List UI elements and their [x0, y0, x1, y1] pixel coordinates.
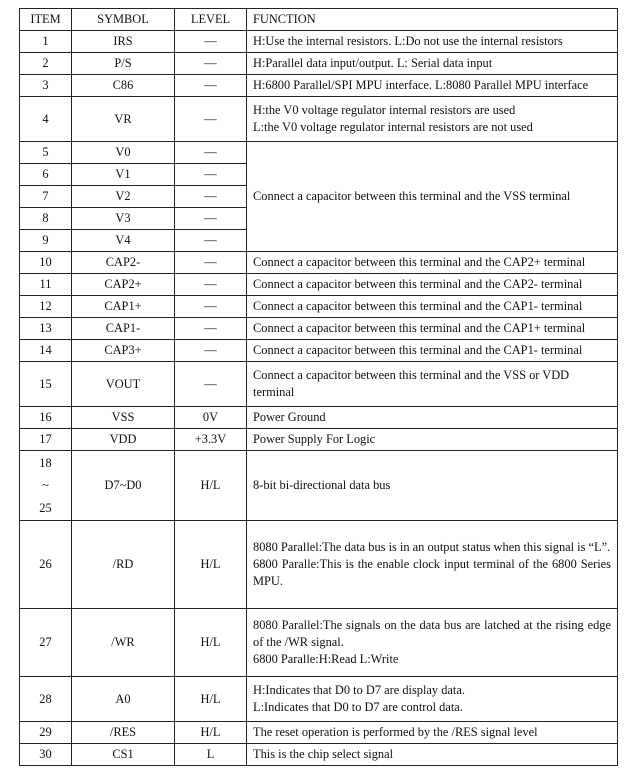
pin-description-table [19, 8, 618, 766]
symbol-cell: CAP2+ [72, 274, 175, 296]
header-symbol: SYMBOL [72, 9, 175, 31]
level-cell: — [175, 296, 247, 318]
symbol-cell: V2 [72, 186, 175, 208]
level-cell: — [175, 75, 247, 97]
symbol-cell: CAP3+ [72, 340, 175, 362]
symbol-cell: IRS [72, 31, 175, 53]
level-cell: — [175, 340, 247, 362]
function-line: 8080 Parallel:The signals on the data bus are latched at the rising edge of the /WR signal. [253, 618, 611, 649]
item-range-sep: ~ [42, 478, 49, 492]
symbol-cell: V1 [72, 164, 175, 186]
table-row [20, 677, 618, 722]
symbol-cell: V0 [72, 142, 175, 164]
pin-table-container [19, 8, 617, 766]
item-cell [20, 451, 72, 521]
table-row [20, 451, 618, 521]
function-cell: 8-bit bi-directional data bus [247, 451, 618, 521]
level-cell: — [175, 230, 247, 252]
symbol-cell: /WR [72, 609, 175, 677]
table-row [20, 142, 618, 164]
level-cell: — [175, 142, 247, 164]
table-row [20, 274, 618, 296]
level-cell: — [175, 53, 247, 75]
table-row [20, 429, 618, 451]
function-cell: Connect a capacitor between this terminal and the CAP2- terminal [247, 274, 618, 296]
level-cell: H/L [175, 451, 247, 521]
table-row [20, 362, 618, 407]
function-cell: The reset operation is performed by the /RES signal level [247, 722, 618, 744]
level-cell: — [175, 186, 247, 208]
item-cell: 12 [20, 296, 72, 318]
function-line: H:the V0 voltage regulator internal resistors are used [253, 103, 516, 117]
item-cell: 15 [20, 362, 72, 407]
level-cell: — [175, 252, 247, 274]
symbol-cell: VSS [72, 407, 175, 429]
table-row [20, 75, 618, 97]
function-cell: Connect a capacitor between this terminal and the CAP1+ terminal [247, 318, 618, 340]
table-row [20, 97, 618, 142]
function-cell [247, 97, 618, 142]
header-item: ITEM [20, 9, 72, 31]
level-cell: H/L [175, 521, 247, 609]
table-header-row [20, 9, 618, 31]
function-line: L:the V0 voltage regulator internal resistors are not used [253, 120, 533, 134]
symbol-cell: CAP1- [72, 318, 175, 340]
symbol-cell: A0 [72, 677, 175, 722]
level-cell: — [175, 31, 247, 53]
table-row [20, 31, 618, 53]
function-cell: H:Parallel data input/output. L: Serial data input [247, 53, 618, 75]
item-cell: 1 [20, 31, 72, 53]
function-cell: Connect a capacitor between this terminal and the CAP1- terminal [247, 340, 618, 362]
level-cell: — [175, 208, 247, 230]
item-cell: 3 [20, 75, 72, 97]
symbol-cell: CS1 [72, 744, 175, 766]
table-row [20, 318, 618, 340]
symbol-cell: CAP1+ [72, 296, 175, 318]
symbol-cell: VDD [72, 429, 175, 451]
symbol-cell: D7~D0 [72, 451, 175, 521]
item-cell: 5 [20, 142, 72, 164]
level-cell: H/L [175, 722, 247, 744]
level-cell: 0V [175, 407, 247, 429]
item-cell: 17 [20, 429, 72, 451]
header-function: FUNCTION [247, 9, 618, 31]
function-cell: Power Supply For Logic [247, 429, 618, 451]
symbol-cell: /RES [72, 722, 175, 744]
item-cell: 6 [20, 164, 72, 186]
table-row [20, 521, 618, 609]
symbol-cell: P/S [72, 53, 175, 75]
table-row [20, 744, 618, 766]
symbol-cell: V3 [72, 208, 175, 230]
table-row [20, 609, 618, 677]
function-cell: Connect a capacitor between this terminal and the CAP1- terminal [247, 296, 618, 318]
item-cell: 14 [20, 340, 72, 362]
level-cell: +3.3V [175, 429, 247, 451]
function-cell: Connect a capacitor between this terminal and the VSS or VDD terminal [247, 362, 618, 407]
function-cell [247, 609, 618, 677]
function-cell [247, 521, 618, 609]
level-cell: H/L [175, 677, 247, 722]
function-cell: H:6800 Parallel/SPI MPU interface. L:8080 Parallel MPU interface [247, 75, 618, 97]
function-cell: Connect a capacitor between this terminal and the CAP2+ terminal [247, 252, 618, 274]
item-cell: 2 [20, 53, 72, 75]
function-line: L:Indicates that D0 to D7 are control data. [253, 700, 463, 714]
function-line: 8080 Parallel:The data bus is in an output status when this signal is “L”. [253, 540, 611, 554]
level-cell: — [175, 362, 247, 407]
item-cell: 26 [20, 521, 72, 609]
level-cell: L [175, 744, 247, 766]
symbol-cell: VR [72, 97, 175, 142]
item-cell: 11 [20, 274, 72, 296]
table-row [20, 340, 618, 362]
function-line: 6800 Paralle:This is the enable clock input terminal of the 6800 Series MPU. [253, 557, 611, 588]
table-row [20, 407, 618, 429]
table-row [20, 722, 618, 744]
function-cell [247, 677, 618, 722]
level-cell: — [175, 97, 247, 142]
function-line: 6800 Paralle:H:Read L:Write [253, 652, 399, 666]
level-cell: — [175, 164, 247, 186]
item-range-end: 25 [39, 500, 52, 515]
symbol-cell: /RD [72, 521, 175, 609]
item-cell: 9 [20, 230, 72, 252]
function-cell: This is the chip select signal [247, 744, 618, 766]
level-cell: — [175, 318, 247, 340]
merged-function-cell: Connect a capacitor between this terminal and the VSS terminal [247, 142, 618, 252]
function-cell: Power Ground [247, 407, 618, 429]
symbol-cell: CAP2- [72, 252, 175, 274]
level-cell: — [175, 274, 247, 296]
function-cell: H:Use the internal resistors. L:Do not use the internal resistors [247, 31, 618, 53]
item-range-start: 18 [39, 455, 52, 470]
item-cell: 29 [20, 722, 72, 744]
table-row [20, 252, 618, 274]
table-row [20, 296, 618, 318]
level-cell: H/L [175, 609, 247, 677]
header-level: LEVEL [175, 9, 247, 31]
item-cell: 4 [20, 97, 72, 142]
item-cell: 16 [20, 407, 72, 429]
item-cell: 27 [20, 609, 72, 677]
table-row [20, 53, 618, 75]
symbol-cell: V4 [72, 230, 175, 252]
item-cell: 13 [20, 318, 72, 340]
function-line: H:Indicates that D0 to D7 are display data. [253, 683, 465, 697]
item-cell: 8 [20, 208, 72, 230]
symbol-cell: C86 [72, 75, 175, 97]
item-cell: 28 [20, 677, 72, 722]
item-cell: 10 [20, 252, 72, 274]
item-cell: 7 [20, 186, 72, 208]
symbol-cell: VOUT [72, 362, 175, 407]
item-cell: 30 [20, 744, 72, 766]
